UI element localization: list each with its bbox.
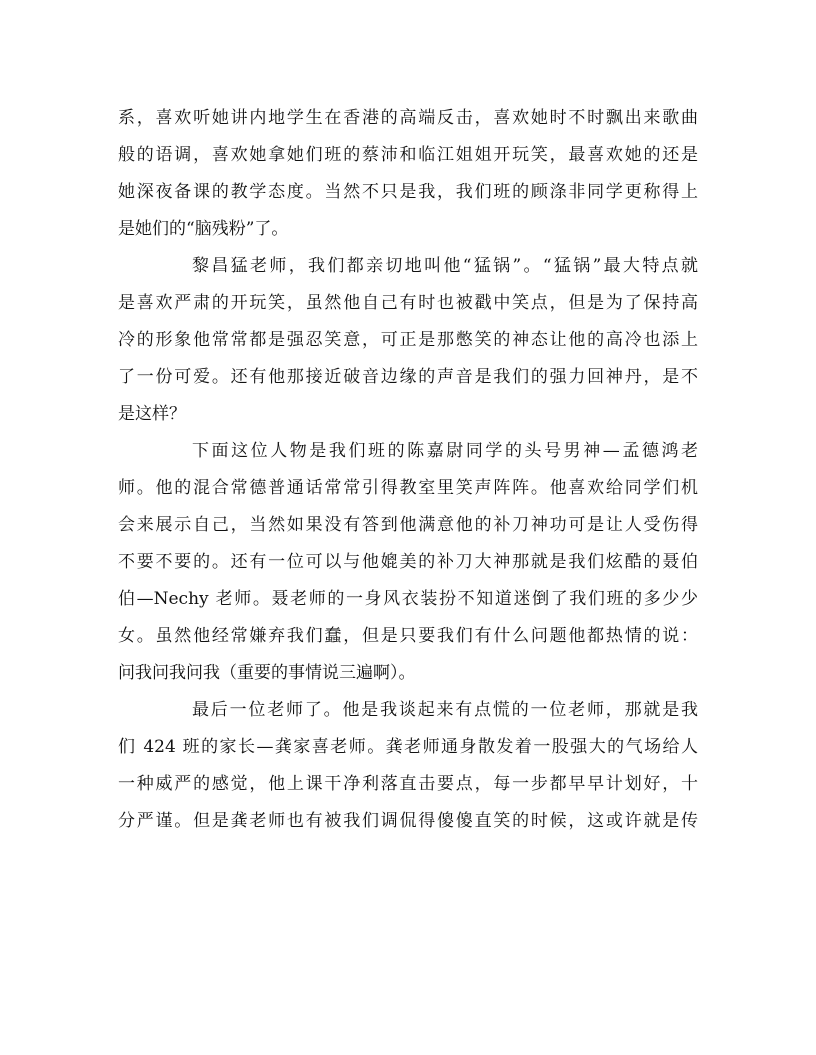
paragraph-teacher-continued: [118, 100, 698, 248]
text-line: 伯—Nechy 老师。聂老师的一身风衣装扮不知道迷倒了我们班的多少少: [118, 589, 698, 609]
text-line: 分严谨。但是龚老师也有被我们调侃得傻傻直笑的时候，这或许就是传: [118, 811, 698, 831]
text-line: 最后一位老师了。他是我谈起来有点慌的一位老师，那就是我: [192, 700, 698, 720]
text-line: 了一份可爱。还有他那接近破音边缘的声音是我们的强力回神丹，是不: [118, 367, 698, 387]
text-line: 冷的形象他常常都是强忍笑意，可正是那憋笑的神态让他的高冷也添上: [118, 330, 698, 350]
text-line: 是这样？: [118, 404, 186, 424]
text-line: 她深夜备课的教学态度。当然不只是我，我们班的顾涤非同学更称得上: [118, 182, 698, 202]
text-line: 是喜欢严肃的开玩笑，虽然他自己有时也被戳中笑点，但是为了保持高: [118, 293, 698, 313]
paragraph-li-changmeng: [118, 248, 698, 433]
text-line: 师。他的混合常德普通话常常引得教室里笑声阵阵。他喜欢给同学们机: [118, 478, 698, 498]
body-text: [118, 100, 698, 840]
paragraph-meng-dehong: [118, 433, 698, 692]
text-line: 女。虽然他经常嫌弃我们蠢，但是只要我们有什么问题他都热情的说：: [118, 626, 698, 646]
paragraph-gong-jiaxi: [118, 692, 698, 840]
text-line: 是她们的“脑残粉”了。: [118, 219, 289, 239]
text-line: 黎昌猛老师，我们都亲切地叫他“猛锅”。“猛锅”最大特点就: [192, 256, 698, 276]
text-line: 系，喜欢听她讲内地学生在香港的高端反击，喜欢她时不时飘出来歌曲: [118, 108, 698, 128]
text-line: 会来展示自己，当然如果没有答到他满意他的补刀神功可是让人受伤得: [118, 515, 698, 535]
text-line: 们 424 班的家长—龚家喜老师。龚老师通身散发着一股强大的气场给人: [118, 737, 698, 757]
text-line: 下面这位人物是我们班的陈嘉尉同学的头号男神—孟德鸿老: [192, 441, 698, 461]
text-line: 不要不要的。还有一位可以与他媲美的补刀大神那就是我们炫酷的聂伯: [118, 552, 698, 572]
text-line: 问我问我问我（重要的事情说三遍啊）。: [118, 663, 416, 683]
text-line: 一种威严的感觉，他上课干净利落直击要点，每一步都早早计划好，十: [118, 774, 698, 794]
text-line: 般的语调，喜欢她拿她们班的蔡沛和临江姐姐开玩笑，最喜欢她的还是: [118, 145, 698, 165]
